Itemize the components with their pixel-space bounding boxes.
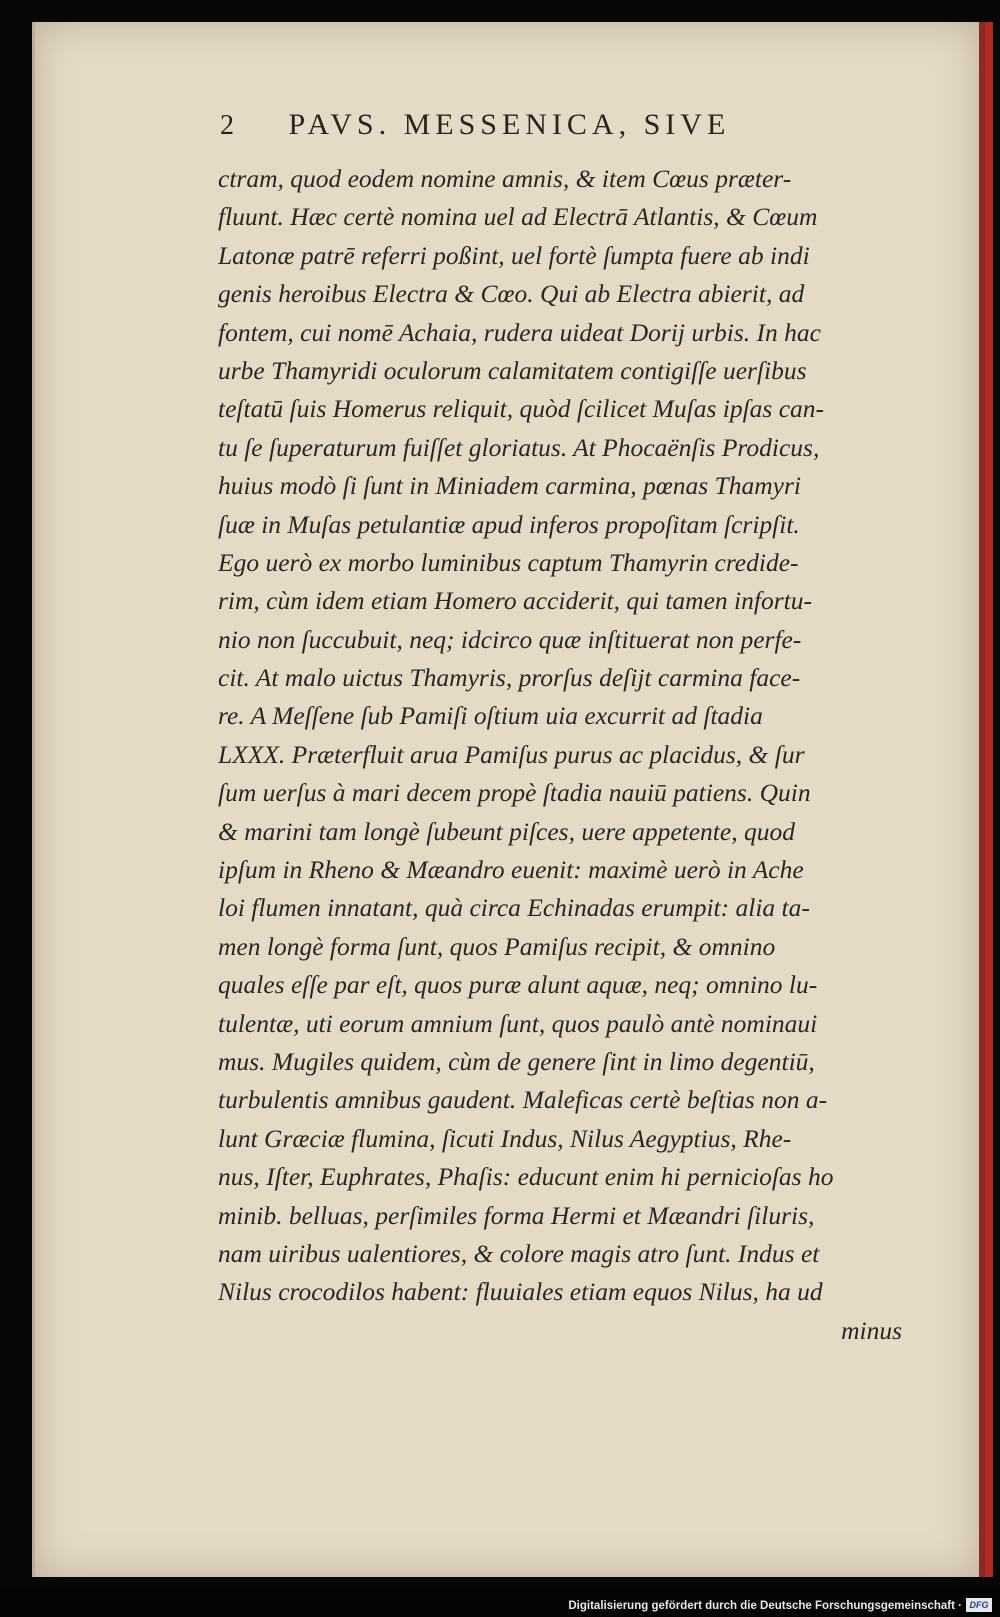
text-line: LXXX. Præterfluit arua Pamiſus purus ac placidus, & ſur [218,739,805,769]
text-line: teſtatū ſuis Homerus reliquit, quòd ſcilicet Muſas ipſas can- [218,394,825,424]
text-line: lunt Græciæ flumina, ſicuti Indus, Nilus Aegyptius, Rhe- [218,1123,792,1153]
running-title: PAVS. MESSENICA, SIVE [288,108,731,141]
text-line: huius modò ſi ſunt in Miniadem carmina, pœnas Thamyri [218,471,801,501]
text-line: turbulentis amnibus gaudent. Maleficas certè beſtias non a- [218,1085,828,1115]
text-line: cit. At malo uictus Thamyris, prorſus deſijt carmina face- [218,663,801,693]
text-line: Nilus crocodilos habent: fluuiales etiam equos Nilus, ha ud [218,1277,823,1307]
text-line: mus. Mugiles quidem, cùm de genere ſint in limo degentiū, [218,1046,815,1076]
text-line: re. A Meſſene ſub Pamiſi oſtium uia excurrit ad ſtadia [218,701,763,731]
text-line: nio non ſuccubuit, neq; idcirco quæ inſtituerat non perfe- [218,624,802,654]
text-line: loi flumen innatant, quà circa Echinadas erumpit: alia ta- [218,893,810,923]
catchword: minus [841,1315,902,1345]
text-line: & marini tam longè ſubeunt piſces, uere appetente, quod [218,816,795,846]
text-line: genis heroibus Electra & Cœo. Qui ab Electra abierit, ad [218,279,805,309]
text-line: ipſum in Rheno & Mæandro euenit: maximè uerò in Ache [218,855,804,885]
text-line: fontem, cui nomē Achaia, rudera uideat Dorij urbis. In hac [218,317,821,347]
page-header [220,108,860,148]
text-line: ſum uerſus à mari decem propè ſtadia nauiū patiens. Quin [218,778,811,808]
text-line: Latonæ patrē referri poßint, uel fortè ſumpta fuere ab indi [218,240,810,270]
text-line: ctram, quod eodem nomine amnis, & item Cœus præter- [218,164,792,193]
text-line: rim, cùm idem etiam Homero acciderit, qui tamen infortu- [218,586,812,616]
dfg-logo: DFG [966,1598,992,1612]
text-line: Ego uerò ex morbo luminibus captum Thamyrin credide- [218,547,799,577]
text-line: men longè forma ſunt, quos Pamiſus recipit, & omnino [218,931,776,961]
text-line: nus, Iſter, Euphrates, Phaſis: educunt enim hi pernicioſas ho [218,1162,834,1192]
text-line: urbe Thamyridi oculorum calamitatem contigiſſe uerſibus [218,355,807,385]
page-number: 2 [220,110,234,141]
digitization-credit: Digitalisierung gefördert durch die Deutsche Forschungsgemeinschaft · [568,1600,962,1612]
text-line: tu ſe ſuperaturum fuiſſet gloriatus. At Phocaënſis Prodicus, [218,432,820,462]
text-line: quales eſſe par eſt, quos puræ alunt aquæ, neq; omnino lu- [218,970,818,1000]
text-line: ſuæ in Muſas petulantiæ apud inferos propoſitam ſcripſit. [218,509,800,539]
body-text [218,160,908,1350]
text-line: tulentæ, uti eorum amnium ſunt, quos paulò antè nominaui [218,1008,818,1038]
text-line: minib. belluas, perſimiles forma Hermi et Mæandri ſiluris, [218,1200,815,1230]
text-line: nam uiribus ualentiores, & colore magis atro ſunt. Indus et [218,1238,820,1268]
text-line: fluunt. Hæc certè nomina uel ad Electrā Atlantis, & Cœum [218,202,818,232]
